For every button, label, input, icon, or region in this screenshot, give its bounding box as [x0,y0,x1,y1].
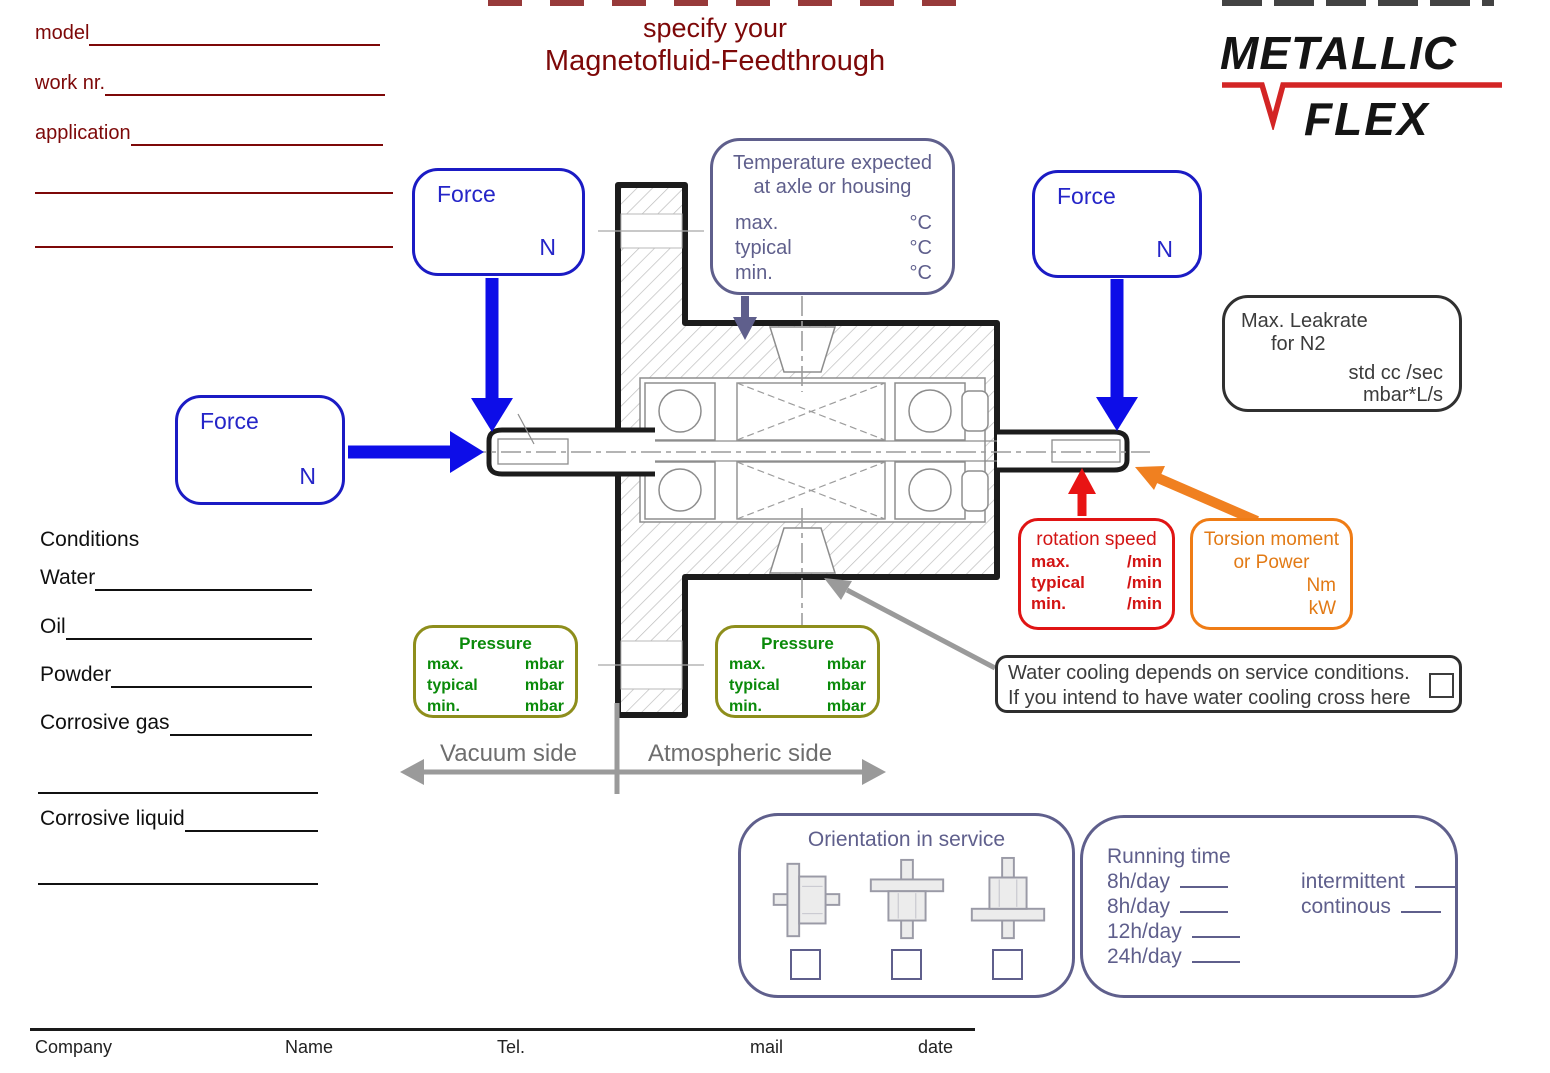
row-label: typical [427,677,478,694]
row-unit: mbar [524,698,564,715]
condition-powder [40,663,312,688]
condition-oil [40,615,312,640]
blank-field-line-2[interactable] [35,222,393,248]
leakrate-line-2: for N2 [1271,333,1326,355]
application-field [35,122,383,146]
row-unit: /min [1127,552,1162,571]
condition-label: Oil [40,615,66,639]
shaft-right [997,432,1127,470]
model-label: model [35,22,90,44]
running-time-title: Running time [1107,845,1231,868]
row-unit: /min [1127,573,1162,592]
temperature-row-min [713,261,952,286]
rotation-row-max [1021,551,1172,572]
water-cooling-note-box [995,655,1462,713]
condition-water-line[interactable] [95,566,312,591]
logo-text-metallic: METALLIC [1220,27,1458,79]
running-12h-line[interactable] [1192,921,1240,938]
force-box-right [1032,170,1202,278]
running-label: 12h/day [1107,920,1182,943]
row-label: typical [729,677,780,694]
running-24h-line[interactable] [1192,946,1240,963]
condition-corrosive-liquid-line[interactable] [185,807,318,832]
conditions-title: Conditions [40,528,140,551]
title-line-1: specify your [642,13,788,43]
force-unit: N [1156,236,1173,262]
running-label: intermittent [1301,870,1405,893]
model-field [35,22,380,46]
condition-label: Corrosive liquid [40,807,185,831]
rotation-title: rotation speed [1036,529,1157,550]
condition-label: Water [40,566,96,590]
row-unit: /min [1127,594,1162,613]
row-label: max. [1031,552,1070,571]
row-unit: mbar [826,656,866,673]
page-title [440,12,990,78]
footer-company-label: Company [35,1037,113,1057]
torsion-unit-2: kW [1308,598,1336,619]
logo-text-flex: FLEX [1304,93,1430,145]
blank-field-line-1[interactable] [35,168,393,194]
condition-corrosive-gas [40,711,312,736]
cutoff-text-fragment-right [1222,0,1494,6]
application-label: application [35,122,131,144]
force-box-top [412,168,585,276]
row-label: min. [1031,594,1066,613]
running-row-continous [1301,894,1455,919]
orientation-icon-vertical-flange-down [964,856,1052,944]
rotation-speed-arrow [1068,468,1096,516]
temperature-box [710,138,955,295]
condition-blank-2 [38,860,318,885]
row-label: min. [427,698,460,715]
row-unit: mbar [524,656,564,673]
water-note-line-2: If you intend to have water cooling cross here [1008,687,1411,709]
orientation-icon-vertical-flange-up [863,856,951,944]
row-unit: mbar [524,677,564,694]
leakrate-unit-1: std cc /sec [1348,362,1443,384]
work-nr-field [35,72,385,96]
running-continous-line[interactable] [1401,896,1441,913]
model-field-line[interactable] [89,22,380,46]
condition-label: Powder [40,663,112,687]
condition-blank-1 [38,769,318,794]
force-box-left [175,395,345,505]
condition-blank-line-2[interactable] [38,860,318,885]
footer-date-label: date [918,1037,954,1057]
work-nr-label: work nr. [35,72,106,94]
water-note-line-1: Water cooling depends on service conditions. [1008,662,1410,684]
running-row-24h [1107,944,1455,969]
orientation-box [738,813,1075,998]
row-unit: mbar [826,677,866,694]
rotation-speed-box [1018,518,1175,630]
pressure-title: Pressure [459,634,532,653]
running-label: 24h/day [1107,945,1182,968]
footer-tel-label: Tel. [497,1037,526,1057]
orientation-checkbox-vertical-flange-down[interactable] [992,949,1023,980]
force-unit: N [299,463,316,489]
orientation-checkbox-horizontal[interactable] [790,949,821,980]
company-logo [1218,8,1510,158]
row-label: max. [735,212,779,234]
row-unit: °C [909,237,932,259]
force-label: Force [200,408,259,434]
pressure-box-vacuum [413,625,578,718]
temperature-title-1: Temperature expected [732,152,932,174]
running-time-box [1080,815,1458,998]
torsion-line-1: Torsion moment [1203,529,1340,550]
orientation-icon-horizontal [762,856,850,944]
row-unit: mbar [826,698,866,715]
application-field-line[interactable] [131,122,383,146]
condition-powder-line[interactable] [111,663,312,688]
work-nr-field-line[interactable] [105,72,385,96]
torsion-box [1190,518,1353,630]
torsion-line-2: or Power [1233,552,1310,573]
temperature-row-max [713,211,952,236]
row-label: max. [427,656,464,673]
pressure-title: Pressure [761,634,834,653]
pressure-box-atmospheric [715,625,880,718]
torsion-arrow [1135,466,1257,521]
orientation-title: Orientation in service [807,828,1006,851]
title-line-2: Magnetofluid-Feedthrough [544,45,886,77]
row-label: min. [729,698,762,715]
condition-oil-line[interactable] [66,615,312,640]
footer-mail-label: mail [750,1037,784,1057]
force-unit: N [539,234,556,260]
temperature-row-typical [713,236,952,261]
running-8h-2-line[interactable] [1180,896,1228,913]
running-label: 8h/day [1107,895,1171,918]
water-cooling-checkbox[interactable] [1429,673,1454,698]
row-label: typical [1031,573,1085,592]
leakrate-box [1222,295,1462,412]
force-label: Force [437,181,496,207]
row-unit: °C [909,262,932,284]
leakrate-unit-2: mbar*L/s [1362,384,1443,406]
torsion-unit-1: Nm [1306,575,1336,596]
condition-corrosive-liquid [40,807,318,832]
orientation-checkbox-vertical-flange-up[interactable] [891,949,922,980]
cutoff-text-fragment-left [488,0,958,6]
running-label: 8h/day [1107,870,1171,893]
rotation-row-min [1021,593,1172,614]
footer-name-label: Name [285,1037,334,1057]
running-label: continous [1301,895,1391,918]
condition-water [40,566,312,591]
condition-label: Corrosive gas [40,711,170,735]
atmospheric-side-label: Atmospheric side [648,740,833,767]
row-label: typical [735,237,792,259]
condition-corrosive-gas-line[interactable] [170,711,312,736]
footer-line [30,1028,975,1031]
condition-blank-line-1[interactable] [38,769,318,794]
row-unit: °C [909,212,932,234]
row-label: max. [729,656,766,673]
rotation-row-typical [1021,572,1172,593]
running-8h-1-line[interactable] [1180,871,1228,888]
temperature-title-2: at axle or housing [753,176,912,198]
running-row-12h [1107,919,1455,944]
running-row-intermittent [1301,869,1455,894]
force-label: Force [1057,183,1116,209]
vacuum-side-label: Vacuum side [440,740,577,767]
running-intermittent-line[interactable] [1415,871,1455,888]
row-label: min. [735,262,773,284]
leakrate-line-1: Max. Leakrate [1241,310,1368,332]
